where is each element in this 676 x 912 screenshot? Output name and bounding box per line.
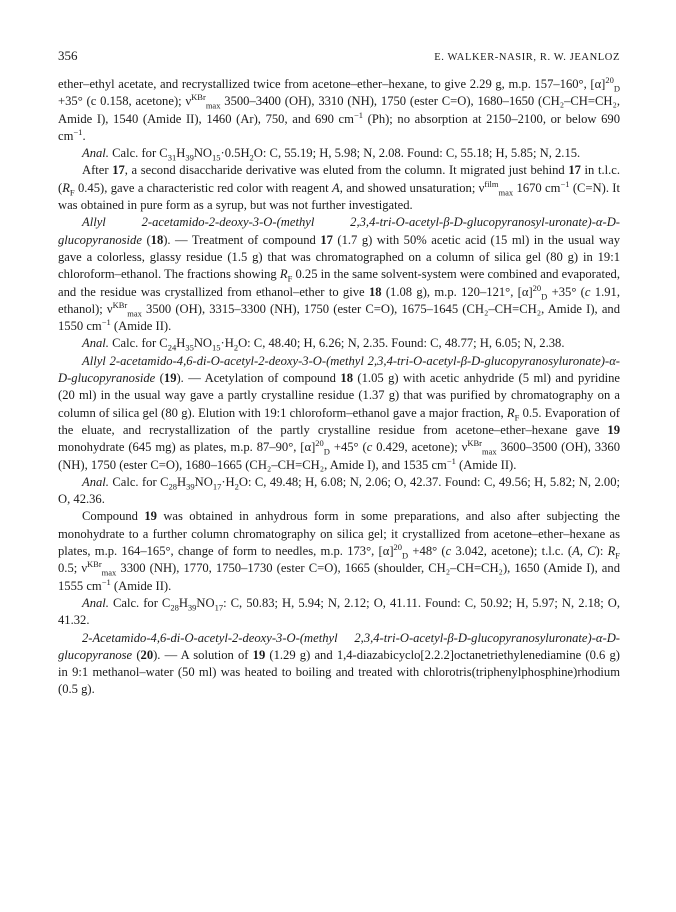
running-head: E. WALKER-NASIR, R. W. JEANLOZ bbox=[434, 52, 620, 63]
text-segment: Calc. for C bbox=[108, 595, 171, 610]
paragraph-p6 bbox=[58, 353, 620, 474]
text-segment: 35 bbox=[185, 342, 194, 353]
text-segment: 17 bbox=[212, 481, 222, 492]
text-segment: 20 bbox=[605, 74, 614, 85]
text-segment: ·H bbox=[221, 474, 235, 489]
text-segment: 18 bbox=[368, 284, 382, 299]
text-segment: Anal. bbox=[82, 474, 109, 489]
text-segment: ). — Acetylation of compound bbox=[176, 371, 341, 386]
text-segment: 20 bbox=[393, 541, 403, 552]
text-segment: ): bbox=[595, 544, 608, 559]
text-segment: 0.25 in the same solvent-system were combined and evaporated, and the residue was crystallized from ethanol–ether to give bbox=[58, 267, 620, 299]
text-segment: O: C, 55.19; H, 5.98; N, 2.08. Found: C, 55.18; H, 5.85; N, 2.15. bbox=[253, 146, 581, 161]
text-segment: −1 bbox=[560, 178, 570, 189]
text-segment: R bbox=[279, 267, 288, 282]
text-segment: H bbox=[177, 474, 187, 489]
paragraph-p10 bbox=[58, 630, 620, 699]
text-segment: H bbox=[176, 336, 186, 351]
text-segment: monohydrate (645 mg) as plates, m.p. 87–90°, [α] bbox=[58, 440, 316, 455]
page-header bbox=[58, 48, 620, 64]
text-segment: 2 bbox=[234, 481, 239, 492]
text-segment: (Amide II). bbox=[110, 578, 172, 593]
text-segment: KBr bbox=[467, 438, 483, 449]
text-segment: max bbox=[482, 446, 497, 457]
text-segment: (1.7 g) with 50% acetic acid (15 ml) in the usual way gave a colorless, glassy residue (1.5 g) that was chromatographed on a column of silica gel (80 g) in 19:1 chloroform–ethanol. The fractions showing bbox=[58, 232, 620, 282]
text-segment: A bbox=[572, 544, 580, 559]
text-segment: : C, 50.83; H, 5.94; N, 2.12; O, 41.11. Found: C, 50.92; H, 5.97; N, 2.18; O, 41.32. bbox=[58, 595, 620, 628]
text-segment: max bbox=[127, 308, 142, 319]
text-segment: ). — Treatment of compound bbox=[163, 232, 321, 247]
paragraph-p2 bbox=[58, 145, 620, 162]
text-segment: 39 bbox=[187, 602, 197, 613]
text-segment: (1.29 g) and 1,4-diazabicyclo[2.2.2]octanetriethylenediamine (0.6 g) in 9:1 methanol–water (50 ml) was heated to boiling and treated with chlorotris(triphenylphosphine)rhodium (0.5 g). bbox=[58, 647, 620, 697]
text-segment: F bbox=[514, 412, 520, 423]
text-segment: , and showed unsaturation; ν bbox=[339, 180, 485, 195]
text-segment: R bbox=[506, 405, 515, 420]
text-segment: 3500–3400 (OH), 3310 (NH), 1750 (ester C=O), 1680–1650 (CH₂–CH=CH₂, Amide I), 1540 (Amide II), 1460 (Ar), 750, and 690 cm bbox=[58, 94, 621, 126]
text-segment: H bbox=[176, 146, 186, 161]
text-segment: F bbox=[69, 187, 75, 198]
text-segment: D bbox=[323, 446, 330, 457]
paragraph-p8 bbox=[58, 508, 620, 594]
text-segment: KBr bbox=[191, 92, 206, 103]
text-segment: 0.5. Evaporation of the eluate, and recrystallization of the partly crystalline residue from acetone–ether–hexane gave bbox=[58, 405, 621, 437]
paragraph-p1 bbox=[58, 76, 620, 145]
text-segment: 19 bbox=[607, 422, 620, 437]
text-segment: 18 bbox=[340, 371, 353, 386]
text-segment: D bbox=[613, 83, 620, 94]
text-segment: KBr bbox=[112, 299, 128, 310]
text-segment: ( bbox=[132, 647, 141, 662]
text-segment: Calc. for C bbox=[108, 336, 168, 351]
text-segment: (C=N). It was obtained in pure form as a syrup, but was not further investigated. bbox=[58, 180, 620, 213]
text-segment: 1670 cm bbox=[513, 180, 561, 195]
text-segment: 3500 (OH), 3315–3300 (NH), 1750 (ester C=O), 1675–1645 (CH₂–CH=CH₂, Amide I), and 1550 cm bbox=[58, 301, 620, 334]
text-segment: +35° (c 0.158, acetone); ν bbox=[58, 94, 192, 109]
text-segment: F bbox=[615, 550, 621, 561]
text-segment: D bbox=[541, 291, 548, 302]
text-segment: R bbox=[607, 544, 616, 559]
text-segment: A bbox=[332, 180, 340, 195]
text-segment: . bbox=[82, 128, 86, 143]
text-segment: NO bbox=[196, 595, 215, 610]
text-segment: 15 bbox=[212, 342, 221, 353]
text-segment: +35° ( bbox=[547, 284, 585, 299]
text-segment: −1 bbox=[101, 576, 111, 587]
text-segment: ( bbox=[141, 232, 151, 247]
text-segment: 31 bbox=[167, 152, 177, 163]
text-segment: 3300 (NH), 1770, 1750–1730 (ester C=O), 1665 (shoulder, CH₂–CH=CH₂), 1650 (Amide I), and 1555 cm bbox=[58, 561, 620, 593]
text-segment: in t.l.c. ( bbox=[58, 163, 620, 195]
article-body bbox=[58, 76, 620, 699]
text-segment: 15 bbox=[212, 152, 221, 163]
text-segment: H bbox=[178, 595, 188, 610]
text-segment: 19 bbox=[144, 509, 157, 524]
text-segment: 0.429, acetone); ν bbox=[372, 440, 468, 455]
text-segment: 24 bbox=[167, 342, 177, 353]
text-segment: , a second disaccharide derivative was eluted from the column. It migrated just behind bbox=[124, 163, 569, 178]
text-segment: D bbox=[402, 550, 409, 561]
text-segment: max bbox=[101, 567, 117, 578]
text-segment: max bbox=[205, 100, 221, 111]
text-segment: ether–ethyl acetate, and recrystallized twice from acetone–ether–hexane, to give 2.29 g, m.p. 157–160°, [α] bbox=[58, 77, 606, 91]
text-segment: Anal. bbox=[82, 595, 109, 610]
text-segment: 20 bbox=[315, 438, 324, 449]
text-segment: (Amide II). bbox=[455, 457, 517, 472]
text-segment: c bbox=[366, 440, 373, 455]
text-segment: 20 bbox=[532, 282, 542, 293]
text-segment: C bbox=[587, 544, 596, 559]
text-segment: F bbox=[287, 273, 293, 284]
text-segment: 19 bbox=[252, 647, 266, 662]
paragraph-p3 bbox=[58, 162, 620, 214]
text-segment: 17 bbox=[320, 232, 333, 247]
text-segment: 20 bbox=[140, 647, 154, 662]
text-segment: film bbox=[484, 178, 499, 189]
text-segment: 39 bbox=[186, 481, 195, 492]
paragraph-p7 bbox=[58, 474, 620, 509]
text-segment: 39 bbox=[185, 152, 194, 163]
text-segment: 3.042, acetone); t.l.c. ( bbox=[451, 544, 573, 559]
text-segment: ·H bbox=[220, 336, 234, 351]
text-segment: −1 bbox=[353, 109, 363, 120]
text-segment: 28 bbox=[168, 481, 177, 492]
text-segment: 17 bbox=[112, 163, 125, 178]
text-segment: +45° ( bbox=[329, 440, 367, 455]
text-segment: was obtained in anhydrous form in some preparations, and also after subjecting the monohydrate to a further column chromatography on silica gel; it crystallized from acetone–ether–hexane as plates, m.p. 164–165°, change of form to needles, m.p. 173°, [α] bbox=[58, 509, 620, 559]
text-segment: KBr bbox=[87, 559, 102, 570]
text-segment: Compound bbox=[82, 509, 145, 524]
text-segment: (1.05 g) with acetic anhydride (5 ml) and pyridine (20 ml) in the usual way gave a partly crystalline residue (1.37 g) that was purified by chromatography on a column of silica gel (80 g). Elution with 19:1 chloroform–ethanol gave a major fraction, bbox=[58, 371, 620, 420]
text-segment: −1 bbox=[101, 316, 111, 327]
text-segment: 0.45), gave a characteristic red color with reagent bbox=[74, 180, 333, 195]
text-segment: Anal. bbox=[82, 146, 109, 161]
text-segment: Calc. for C bbox=[108, 146, 168, 161]
text-segment: R bbox=[62, 180, 70, 195]
text-segment: 3600–3500 (OH), 3360 (NH), 1750 (ester C=O), 1680–1665 (CH₂–CH=CH₂, Amide I), and 1535 cm bbox=[58, 440, 620, 472]
text-segment: 17 bbox=[214, 602, 224, 613]
text-segment: Allyl 2-acetamido-2-deoxy-3-O-(methyl 2,3,4-tri-O-acetyl-β-D-glucopyranosyl-uronate)-α-D-glucopyranoside bbox=[58, 215, 620, 247]
text-segment: Anal. bbox=[82, 336, 109, 351]
text-segment: (Amide II). bbox=[110, 319, 172, 334]
text-segment: −1 bbox=[73, 126, 83, 137]
text-segment: Calc. for C bbox=[108, 474, 169, 489]
text-segment: +48° ( bbox=[408, 544, 446, 559]
text-segment: −1 bbox=[446, 455, 456, 466]
text-segment: c bbox=[584, 284, 591, 299]
text-segment: 2-Acetamido-4,6-di-O-acetyl-2-deoxy-3-O-(methyl 2,3,4-tri-O-acetyl-β-D-glucopyranosyluronate)-α-D-glucopyranose bbox=[58, 630, 620, 662]
text-segment: (Ph); no absorption at 2150–2100, or below 690 cm bbox=[58, 111, 621, 143]
text-segment: (1.08 g), m.p. 120–121°, [α] bbox=[381, 284, 533, 299]
text-segment: 18 bbox=[150, 232, 164, 247]
text-segment: After bbox=[82, 163, 113, 178]
paragraph-p5 bbox=[58, 335, 620, 352]
text-segment: 2 bbox=[233, 342, 239, 353]
text-segment: 2 bbox=[249, 152, 254, 163]
paragraph-p4 bbox=[58, 214, 620, 335]
text-segment: , bbox=[579, 544, 588, 559]
text-segment: O: C, 49.48; H, 6.08; N, 2.06; O, 42.37. Found: C, 49.56; H, 5.82; N, 2.00; O, 42.36. bbox=[58, 474, 620, 507]
text-segment: ·0.5H bbox=[220, 146, 250, 161]
text-segment: 0.5; ν bbox=[58, 561, 88, 576]
text-segment: 28 bbox=[170, 602, 179, 613]
text-segment: c bbox=[445, 544, 452, 559]
text-segment: 19 bbox=[163, 371, 177, 386]
text-segment: max bbox=[498, 187, 514, 198]
text-segment: ). — A solution of bbox=[153, 647, 253, 662]
text-segment: 17 bbox=[568, 163, 581, 178]
text-segment: ( bbox=[155, 371, 164, 386]
text-segment: O: C, 48.40; H, 6.26; N, 2.35. Found: C, 48.77; H, 6.05; N, 2.38. bbox=[238, 336, 565, 351]
paragraph-p9 bbox=[58, 595, 620, 630]
text-segment: 1.91, ethanol); ν bbox=[58, 284, 620, 316]
text-segment: NO bbox=[193, 146, 213, 161]
text-segment: Allyl 2-acetamido-4,6-di-O-acetyl-2-deoxy-3-O-(methyl 2,3,4-tri-O-acetyl-β-D-glucopyranosyluronate)-α-D-glucopyranoside bbox=[58, 353, 620, 386]
text-segment: NO bbox=[194, 474, 213, 489]
text-segment: NO bbox=[193, 336, 213, 351]
page-number: 356 bbox=[58, 48, 78, 63]
